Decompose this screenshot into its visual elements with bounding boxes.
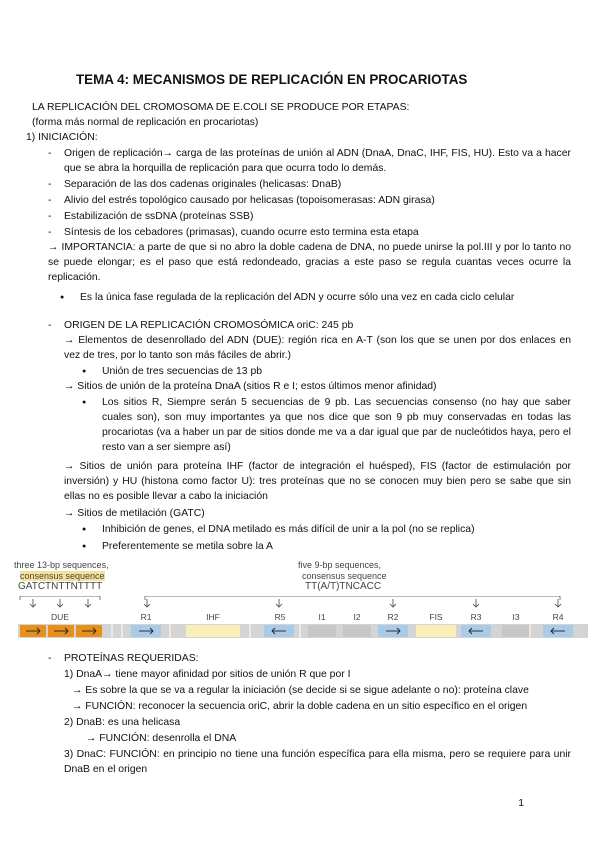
page-title: TEMA 4: MECANISMOS DE REPLICACIÓN EN PROCARIOTAS bbox=[76, 72, 468, 87]
origin-elements-bullet: ● Unión de tres secuencias de 13 pb bbox=[102, 364, 262, 379]
region-label-r5: R5 bbox=[274, 612, 286, 622]
methylation-bullet-1: ● Inhibición de genes, el DNA metilado es más difícil de unir a la pol (no se replica) bbox=[102, 522, 475, 537]
origin-ihf-sites: → Sitios de unión para proteína IHF (factor de integración el huésped), FIS (factor de estimulación por inversión) y HU (histona como factor U): tres proteínas que no se conocen muy bien pero se sabe que sin ellas no es posible llevar a cabo la iniciación bbox=[64, 461, 571, 502]
i1-site bbox=[308, 625, 336, 637]
region-label-i2: I2 bbox=[353, 612, 361, 622]
diagram-right-label-1: five 9-bp sequences, bbox=[298, 560, 382, 570]
section-initiation-heading: 1) INICIACIÓN: bbox=[26, 132, 98, 143]
site-pointer-arrows bbox=[30, 599, 561, 607]
initiation-bullet: ● Es la única fase regulada de la replicación del ADN y ocurre sólo una vez en cada ciclo celular bbox=[80, 290, 514, 305]
region-label-r4: R4 bbox=[552, 612, 564, 622]
initiation-item-5: - Síntesis de los cebadores (primasas), cuando ocurre esto termina esta etapa bbox=[64, 225, 419, 240]
i2-site bbox=[343, 625, 371, 637]
ihf-site bbox=[186, 625, 240, 637]
origin-heading: - ORIGEN DE LA REPLICACIÓN CROMOSÓMICA oriC: 245 pb bbox=[64, 318, 353, 333]
intro-line-2: (forma más normal de replicación en procariotas) bbox=[32, 117, 259, 128]
initiation-item-4: - Estabilización de ssDNA (proteínas SSB) bbox=[64, 209, 253, 224]
initiation-item-3: - Alivio del estrés topológico causado por helicasas (topoisomerasas: ADN girasa) bbox=[64, 193, 435, 208]
methylation-bullet-2: ● Preferentemente se metila sobre la A bbox=[102, 539, 273, 554]
region-label-ihf: IHF bbox=[206, 612, 220, 622]
region-label-r3: R3 bbox=[470, 612, 482, 622]
region-label-i3: I3 bbox=[512, 612, 520, 622]
intro-line-1: LA REPLICACIÓN DEL CROMOSOMA DE E.COLI SE PRODUCE POR ETAPAS: bbox=[32, 102, 410, 113]
initiation-item-2: - Separación de las dos cadenas originales (helicasas: DnaB) bbox=[64, 177, 341, 192]
origin-elements: → Elementos de desenrollado del ADN (DUE): región rica en A-T (son los que se unen por dos enlaces en vez de tres, por lo tanto son más fáciles de abrir.) bbox=[64, 335, 571, 361]
protein-dnaa-sub-2: → FUNCIÓN: reconocer la secuencia oriC, abrir la doble cadena en un sitio específico en el origen bbox=[72, 701, 528, 712]
protein-dnab: 2) DnaB: es una helicasa bbox=[64, 717, 181, 728]
page-number: 1 bbox=[518, 798, 524, 809]
protein-dnaa: 1) DnaA→ tiene mayor afinidad por sitios de unión R que por I bbox=[64, 669, 351, 680]
region-label-r2: R2 bbox=[387, 612, 399, 622]
proteins-heading: - PROTEÍNAS REQUERIDAS: bbox=[64, 651, 199, 666]
oric-diagram bbox=[0, 596, 600, 642]
protein-dnaa-sub-1: → Es sobre la que se va a regular la iniciación (se decide si se sigue adelante o no): proteína clave bbox=[72, 685, 529, 696]
origin-dnaa-bullet: ● Los sitios R, Siempre serán 5 secuencias de 9 pb. Las secuencias consenso (no hay que saber cuales son), son muy importantes ya que nos dice que son 9 pb muy conservadas en todas las procariotas (va a haber un par de sitios donde me va a dar igual que par de nucleótidos haya, pero el resto van a ser siempre así) bbox=[102, 395, 571, 455]
diagram-right-seq: TT(A/T)TNCACC bbox=[305, 581, 382, 592]
region-label-i1: I1 bbox=[318, 612, 326, 622]
fis-site bbox=[416, 625, 456, 637]
region-label-fis: FIS bbox=[429, 612, 443, 622]
i3-site bbox=[502, 625, 530, 637]
diagram-left-seq: GATCTNTTNTTTT bbox=[18, 581, 103, 592]
origin-methylation: → Sitios de metilación (GATC) bbox=[64, 508, 205, 519]
origin-dnaa-sites: → Sitios de unión de la proteína DnaA (sitios R e I; estos últimos menor afinidad) bbox=[64, 381, 437, 392]
region-label-due: DUE bbox=[51, 612, 69, 622]
region-label-r1: R1 bbox=[140, 612, 152, 622]
initiation-item-1: - Origen de replicación→ carga de las proteínas de unión al ADN (DnaA, DnaC, IHF, FIS, HU). Esto va a hacer que se abra la horquilla de replicación para que ocurra todo lo demás. bbox=[64, 146, 571, 176]
diagram-right-label-2: consensus sequence bbox=[302, 571, 387, 581]
protein-dnab-sub: → FUNCIÓN: desenrolla el DNA bbox=[86, 733, 237, 744]
diagram-left-label-1: three 13-bp sequences, bbox=[14, 560, 109, 570]
protein-dnac: 3) DnaC: FUNCIÓN: en principio no tiene una función específica para ella misma, pero se requiere para unir DnaB en el origen bbox=[64, 749, 571, 775]
importance-text: → IMPORTANCIA: a parte de que si no abro la doble cadena de DNA, no puede unirse la pol.III y por lo tanto no se puede elongar; es el paso que está redondeado, gracias a este paso se regula cuantas veces ocurre la replicación. bbox=[48, 242, 571, 283]
diagram-left-label-2: consensus sequence bbox=[20, 571, 105, 581]
